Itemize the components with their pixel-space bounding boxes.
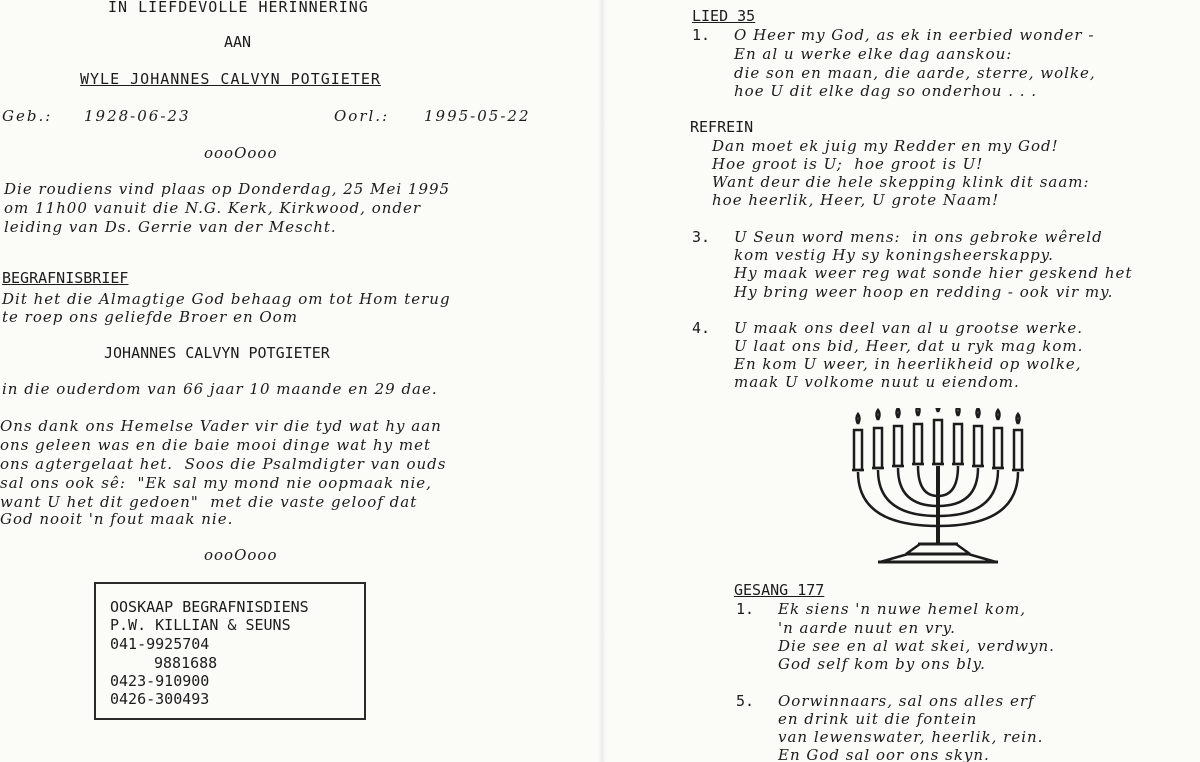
separator: oooOooo (204, 144, 278, 162)
verse-line: maak U volkome nuut u eiendom. (734, 373, 1020, 391)
phone-number: 0423-910900 (110, 672, 210, 690)
verse-line: Ek siens 'n nuwe hemel kom, (778, 600, 1026, 618)
verse-line: Oorwinnaars, sal ons alles erf (778, 692, 1035, 710)
deceased-name: JOHANNES CALVYN POTGIETER (104, 344, 330, 362)
verse-line: Die see en al wat skei, verdwyn. (778, 637, 1055, 655)
hymn-title: LIED 35 (692, 7, 756, 25)
thanks-line: God nooit 'n fout maak nie. (0, 510, 234, 528)
letter-title: BEGRAFNISBRIEF (2, 269, 129, 287)
verse-line: die son en maan, die aarde, sterre, wolke, (734, 64, 1096, 82)
verse-line: U maak ons deel van al u grootse werke. (734, 319, 1084, 337)
page-fold (598, 0, 606, 762)
service-line: om 11h00 vanuit die N.G. Kerk, Kirkwood, onder (4, 199, 422, 217)
died-label: Oorl.: (334, 107, 390, 125)
thanks-line: want U het dit gedoen" met die vaste geloof dat (0, 493, 418, 511)
died-date: 1995-05-22 (424, 107, 531, 125)
verse-line: 'n aarde nuut en vry. (778, 619, 956, 637)
thanks-line: sal ons ook sê: "Ek sal my mond nie oopmaak nie, (0, 474, 432, 492)
born-label: Geb.: (2, 107, 53, 125)
verse-line: U laat ons bid, Heer, dat u ryk mag kom. (734, 337, 1084, 355)
verse-number: 1. (736, 600, 755, 618)
refrain-line: Dan moet ek juig my Redder en my God! (712, 137, 1059, 155)
hymn-title: GESANG 177 (734, 581, 825, 599)
verse-line: En al u werke elke dag aanskou: (734, 45, 1013, 63)
verse-line: En kom U weer, in heerlikheid op wolke, (734, 355, 1082, 373)
undertaker-company: OOSKAAP BEGRAFNISDIENS (110, 598, 309, 616)
menorah-icon (848, 408, 1028, 570)
phone-number: 041-9925704 (110, 635, 210, 653)
refrain-line: Hoe groot is U; hoe groot is U! (712, 155, 984, 173)
phone-number: 9881688 (154, 654, 218, 672)
verse-line: hoe U dit elke dag so onderhou . . . (734, 82, 1038, 100)
verse-line: O Heer my God, as ek in eerbied wonder - (734, 26, 1095, 44)
verse-line: Hy bring weer hoop en redding - ook vir my. (734, 283, 1114, 301)
thanks-line: ons agtergelaat het. Soos die Psalmdigter van ouds (0, 455, 447, 473)
verse-number: 1. (692, 26, 711, 44)
verse-line: En God sal oor ons skyn. (778, 746, 990, 762)
undertaker-box (94, 582, 366, 720)
age-line: in die ouderdom van 66 jaar 10 maande en 29 dae. (2, 380, 438, 398)
verse-line: Hy maak weer reg wat sonde hier geskend het (734, 264, 1133, 282)
verse-line: kom vestig Hy sy koningsheerskappy. (734, 246, 1054, 264)
undertaker-owners: P.W. KILLIAN & SEUNS (110, 616, 291, 634)
thanks-line: Ons dank ons Hemelse Vader vir die tyd wat hy aan (0, 417, 442, 435)
service-line: Die roudiens vind plaas op Donderdag, 25 Mei 1995 (4, 180, 451, 198)
refrain-line: Want deur die hele skepping klink dit saam: (712, 173, 1090, 191)
verse-line: en drink uit die fontein (778, 710, 978, 728)
verse-number: 3. (692, 228, 711, 246)
refrain-line: hoe heerlik, Heer, U grote Naam! (712, 191, 1000, 209)
verse-number: 5. (736, 692, 755, 710)
verse-line: van lewenswater, heerlik, rein. (778, 728, 1044, 746)
verse-number: 4. (692, 319, 711, 337)
born-date: 1928-06-23 (84, 107, 191, 125)
verse-line: God self kom by ons bly. (778, 655, 986, 673)
memorial-heading: IN LIEFDEVOLLE HERINNERING (108, 0, 369, 16)
letter-line: te roep ons geliefde Broer en Oom (2, 308, 298, 326)
aan-line: AAN (224, 33, 252, 51)
verse-line: U Seun word mens: in ons gebroke wêreld (734, 228, 1103, 246)
deceased-title: WYLE JOHANNES CALVYN POTGIETER (80, 70, 381, 88)
separator: oooOooo (204, 546, 278, 564)
refrain-label: REFREIN (690, 118, 754, 136)
thanks-line: ons geleen was en die baie mooi dinge wat hy met (0, 436, 431, 454)
service-line: leiding van Ds. Gerrie van der Mescht. (4, 218, 337, 236)
letter-line: Dit het die Almagtige God behaag om tot Hom terug (2, 290, 451, 308)
phone-number: 0426-300493 (110, 690, 210, 708)
